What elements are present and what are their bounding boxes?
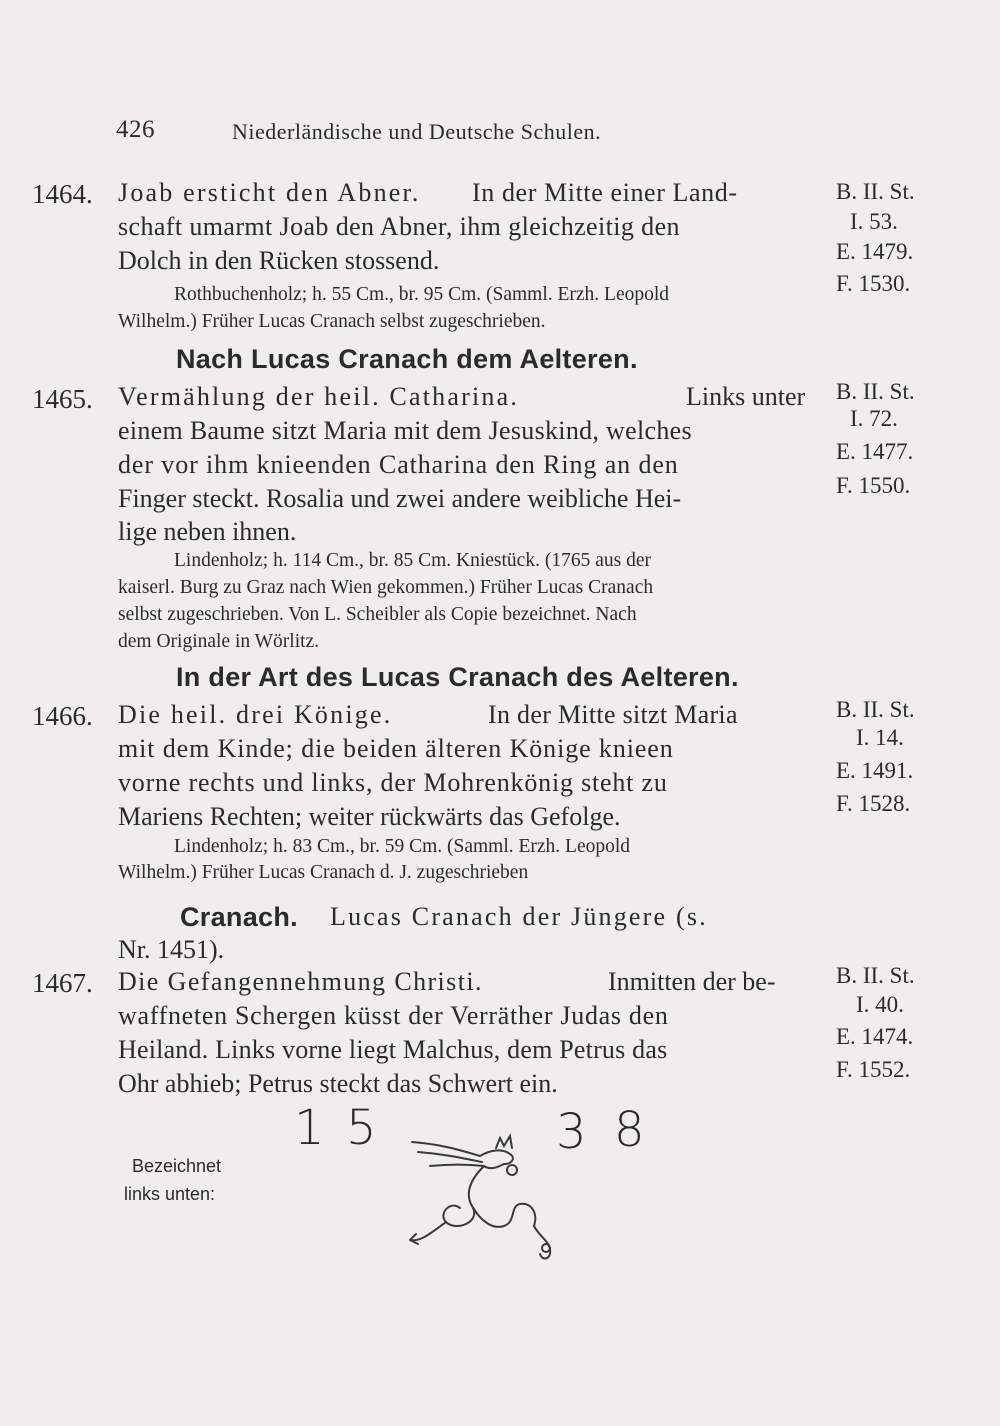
reference: F. 1552. (836, 1057, 911, 1082)
section-heading: In der Art des Lucas Cranach des Aelteren. (176, 662, 739, 692)
entry-note-line: Lindenholz; h. 114 Cm., br. 85 Cm. Kniestück. (1765 aus der (174, 550, 651, 571)
entry-note-line: Wilhelm.) Früher Lucas Cranach selbst zugeschrieben. (118, 311, 546, 332)
entry-text-line: mit dem Kinde; die beiden älteren Könige knieen (118, 734, 674, 763)
reference: E. 1477. (836, 439, 914, 464)
entry-note-line: selbst zugeschrieben. Von L. Scheibler als Copie bezeichnet. Nach (118, 604, 637, 625)
running-title: Niederländische und Deutsche Schulen. (232, 119, 602, 144)
entry-title: Joab ersticht den Abner. (118, 178, 421, 207)
entry-number: 1466. (32, 701, 93, 731)
entry-note-line: dem Originale in Wörlitz. (118, 631, 320, 652)
reference: B. II. St. (836, 379, 915, 404)
reference: E. 1479. (836, 239, 914, 264)
entry-number: 1464. (32, 179, 93, 209)
entry-title: Die Gefangennehmung Christi. (118, 967, 483, 996)
cross-ref-text: Lucas Cranach der Jüngere (s. (330, 902, 708, 931)
reference: F. 1528. (836, 791, 911, 816)
reference: F. 1550. (836, 473, 911, 498)
entry-text-line: Dolch in den Rücken stossend. (118, 246, 440, 275)
section-heading: Nach Lucas Cranach dem Aelteren. (176, 344, 638, 374)
reference: B. II. St. (836, 697, 915, 722)
entry-text-line: Ohr abhieb; Petrus steckt das Schwert ein. (118, 1069, 558, 1098)
entry-text-line: der vor ihm knieenden Catharina den Ring an den (118, 450, 679, 479)
entry-text-line: Mariens Rechten; weiter rückwärts das Gefolge. (118, 802, 621, 831)
entry-note-line: kaiserl. Burg zu Graz nach Wien gekommen.) Früher Lucas Cranach (118, 577, 654, 598)
entry-text-line: lige neben ihnen. (118, 517, 297, 546)
entry-text-line: In der Mitte sitzt Maria (488, 700, 738, 729)
entry-number: 1465. (32, 384, 93, 414)
year-digit: 1 (294, 1100, 325, 1156)
entry-text-line: In der Mitte einer Land- (472, 178, 738, 207)
reference: B. II. St. (836, 963, 915, 988)
reference: B. II. St. (836, 179, 915, 204)
signature-caption: Bezeichnet (132, 1156, 222, 1176)
year-digit: 3 (556, 1104, 587, 1160)
reference: I. 72. (850, 406, 898, 431)
winged-serpent-icon (400, 1130, 580, 1270)
entry-text-line: vorne rechts und links, der Mohrenkönig steht zu (118, 768, 668, 797)
entry-note-line: Wilhelm.) Früher Lucas Cranach d. J. zugeschrieben (118, 862, 529, 883)
entry-text-line: Links unter (686, 382, 806, 411)
year-digit: 8 (614, 1102, 645, 1158)
year-digit: 5 (346, 1100, 377, 1156)
entry-text-line: einem Baume sitzt Maria mit dem Jesuskind, welches (118, 416, 692, 445)
entry-text-line: Finger steckt. Rosalia und zwei andere weibliche Hei- (118, 484, 682, 513)
signature-caption: links unten: (124, 1184, 216, 1204)
entry-note-line: Rothbuchenholz; h. 55 Cm., br. 95 Cm. (Samml. Erzh. Leopold (174, 284, 670, 305)
entry-text-line: Heiland. Links vorne liegt Malchus, dem Petrus das (118, 1035, 668, 1064)
cross-ref-name: Cranach. (180, 902, 298, 932)
page-number: 426 (116, 116, 155, 143)
entry-note-line: Lindenholz; h. 83 Cm., br. 59 Cm. (Samml. Erzh. Leopold (174, 836, 631, 857)
cross-ref-text: Nr. 1451). (118, 935, 225, 964)
reference: F. 1530. (836, 271, 911, 296)
reference: E. 1474. (836, 1024, 914, 1049)
entry-number: 1467. (32, 968, 93, 998)
reference: E. 1491. (836, 758, 914, 783)
entry-title: Die heil. drei Könige. (118, 700, 393, 729)
reference: I. 40. (856, 992, 904, 1017)
entry-text-line: waffneten Schergen küsst der Verräther Judas den (118, 1001, 669, 1030)
reference: I. 53. (850, 209, 898, 234)
reference: I. 14. (856, 725, 904, 750)
entry-title: Vermählung der heil. Catharina. (118, 382, 520, 411)
entry-text-line: schaft umarmt Joab den Abner, ihm gleichzeitig den (118, 212, 680, 241)
entry-text-line: Inmitten der be- (608, 967, 776, 996)
